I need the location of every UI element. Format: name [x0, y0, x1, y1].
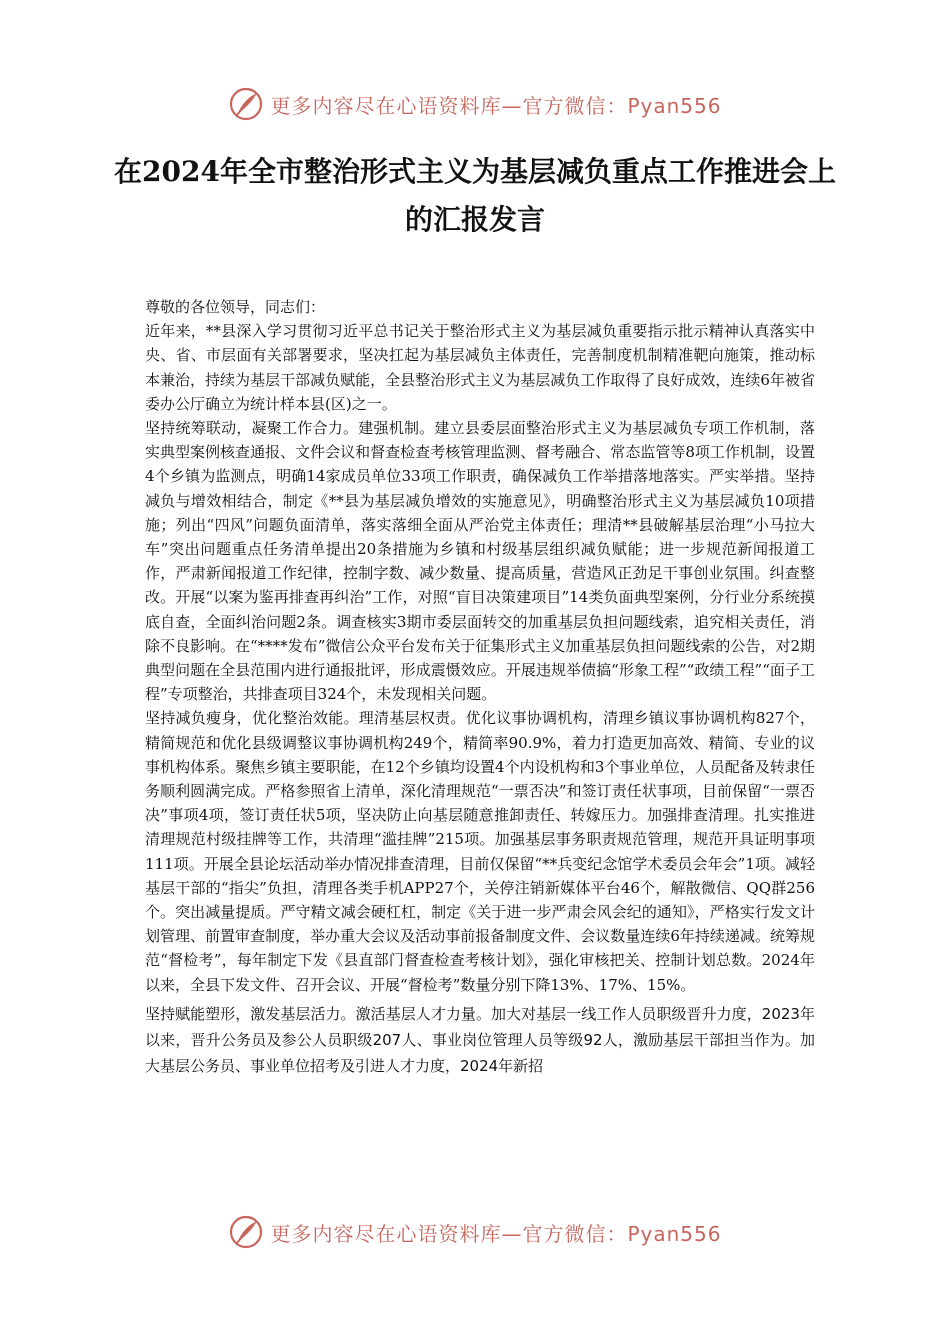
quill-logo-icon — [228, 1214, 264, 1250]
paragraph-last: 坚持赋能塑形，激发基层活力。激活基层人才力量。加大对基层一线工作人员职级晋升力度，2023年以来，晋升公务员及参公人员职级207人、事业岗位管理人员等级92人，激励基层干部担当作为。加大基层公务员、事业单位招考及引进人才力度，2024年新招 — [145, 1004, 815, 1075]
watermark-header — [0, 84, 950, 124]
quill-logo-icon — [228, 86, 264, 122]
watermark-footer — [0, 1212, 950, 1252]
paragraph: 坚持统筹联动，凝聚工作合力。建强机制。建立县委层面整治形式主义为基层减负专项工作机制，落实典型案例核查通报、文件会议和督查检查考核管理监测、督考融合、常态监管等8项工作机制，设置4个乡镇为监测点，明确14家成员单位33项工作职责，确保减负工作举措落地落实。严实举措。坚持减负与增效相结合，制定《**县为基层减负增效的实施意见》，明确整治形式主义为基层减负10项措施；列出“四风”问题负面清单，落实落细全面从严治党主体责任；理清**县破解基层治理“小马拉大车”突出问题重点任务清单提出20条措施为乡镇和村级基层组织减负赋能；进一步规范新闻报道工作，严肃新闻报道工作纪律，控制字数、减少数量、提高质量，营造风正劲足干事创业氛围。纠查整改。开展“以案为鉴再排查再纠治”工作，对照“盲目决策建项目”14类负面典型案例，分行业分系统摸底自查，全面纠治问题2条。调查核实3期市委层面转交的加重基层负担问题线索，追究相关责任，消除不良影响。在“****发布”微信公众平台发布关于征集形式主义加重基层负担问题线索的公告，对2期典型问题在全县范围内进行通报批评，形成震慑效应。开展违规举债搞“形象工程”“政绩工程”“面子工程”专项整治，共排查项目324个，未发现相关问题。 — [145, 419, 815, 704]
paragraph: 坚持减负瘦身，优化整治效能。理清基层权责。优化议事协调机构，清理乡镇议事协调机构827个，精简规范和优化县级调整议事协调机构249个，精简率90.9%，着力打造更加高效、精简、专业的议事机构体系。聚焦乡镇主要职能，在12个乡镇均设置4个内设机构和3个事业单位，人员配备及转隶任务顺利圆满完成。严格参照省上清单，深化清理规范“一票否决”和签订责任状事项，目前保留“一票否决”事项4项，签订责任状5项，坚决防止向基层随意推卸责任、转嫁压力。加强排查清理。扎实推进清理规范村级挂牌等工作，共清理“滥挂牌”215项。加强基层事务职责规范管理，规范开具证明事项111项。开展全县论坛活动举办情况排查清理，目前仅保留“**兵变纪念馆学术委员会年会”1项。减轻基层干部的“指尖”负担，清理各类手机APP27个，关停注销新媒体平台46个，解散微信、QQ群256个。突出减量提质。严守精文减会硬杠杠，制定《关于进一步严肃会风会纪的通知》，严格实行发文计划管理、前置审查制度，举办重大会议及活动事前报备制度文件、会议数量连续6年持续递减。统筹规范“督检考”，每年制定下发《县直部门督查检查考核计划》，强化审核把关、控制计划总数。2024年以来，全县下发文件、召开会议、开展“督检考”数量分别下降13%、17%、15%。 — [145, 709, 815, 994]
paragraph: 近年来，**县深入学习贯彻习近平总书记关于整治形式主义为基层减负重要指示批示精神认真落实中央、省、市层面有关部署要求，坚决扛起为基层减负主体责任，完善制度机制精准靶向施策，推动标本兼治，持续为基层干部减负赋能，全县整治形式主义为基层减负工作取得了良好成效，连续6年被省委办公厅确立为统计样本县(区)之一。 — [145, 322, 815, 413]
document-title: 在2024年全市整治形式主义为基层减负重点工作推进会上的汇报发言 — [114, 155, 836, 236]
watermark-text: 更多内容尽在心语资料库—官方微信：Pyan556 — [270, 1221, 722, 1246]
document-body — [145, 295, 815, 1079]
watermark-text: 更多内容尽在心语资料库—官方微信：Pyan556 — [270, 93, 722, 118]
salutation: 尊敬的各位领导，同志们： — [145, 298, 326, 316]
